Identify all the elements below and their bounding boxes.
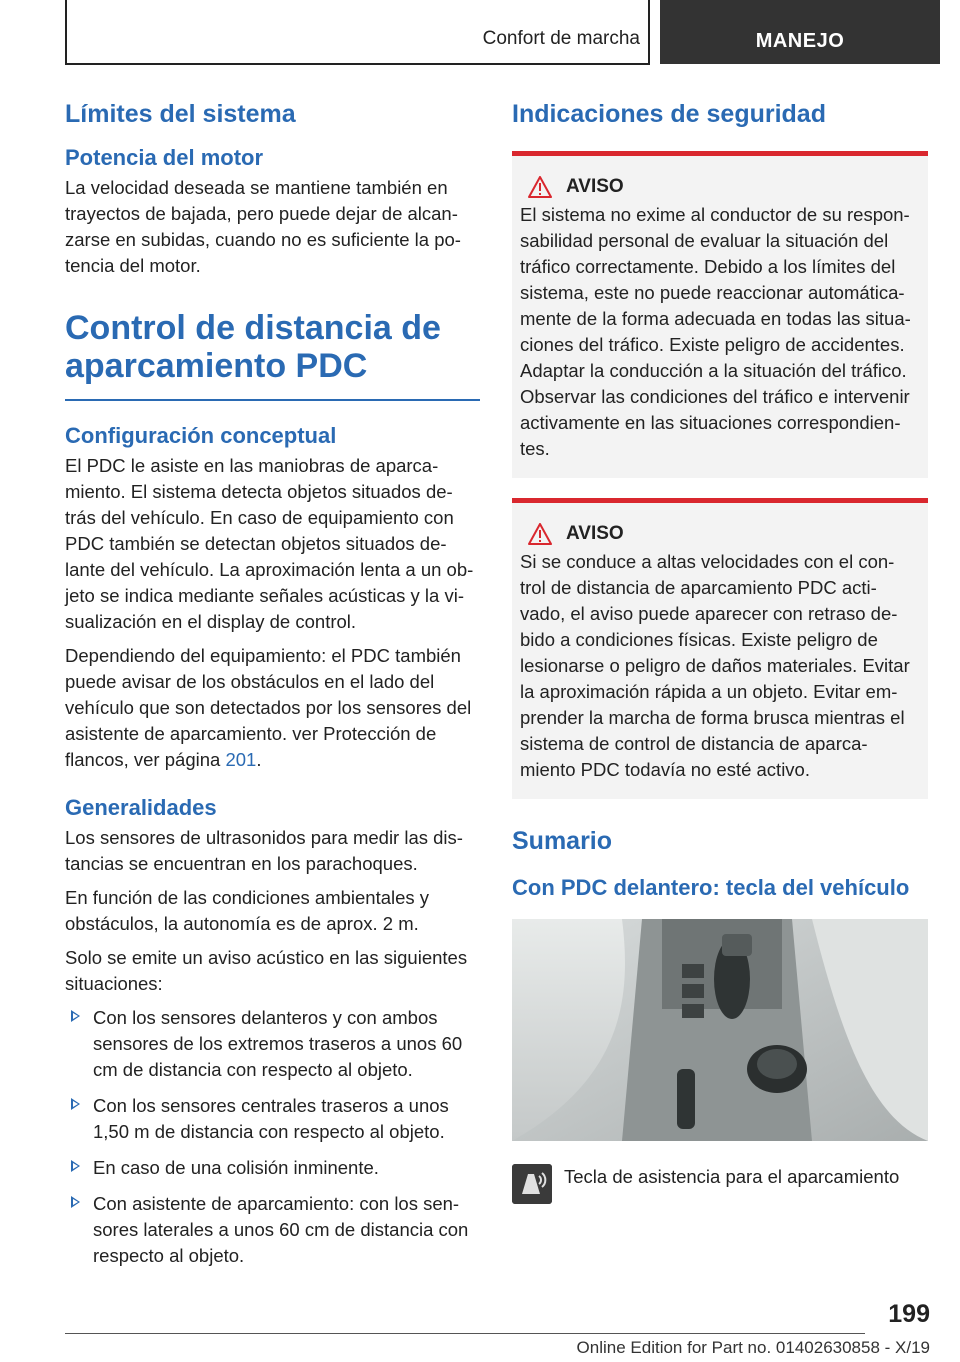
footer-rule (65, 1333, 865, 1334)
triangle-bullet-icon (71, 1098, 80, 1110)
header-chapter-tab: MANEJO (660, 0, 940, 64)
header-rule-divider (648, 0, 650, 64)
paragraph-concept-2 (65, 643, 480, 773)
list-item: Con los sensores delanteros y con ambos sensores de los extremos traseros a unos 60 cm de distancia con respecto al objeto. (65, 1005, 480, 1083)
warning-title: AVISO (566, 523, 624, 544)
paragraph-concept-2-end: . (256, 749, 262, 770)
header-section-title: Confort de marcha (482, 28, 640, 49)
warning-triangle-icon (528, 523, 552, 545)
page-ref-link[interactable]: 201 (225, 749, 257, 770)
left-column (65, 100, 480, 1279)
warning-text: El sistema no exime al conductor de su respon‐sabilidad personal de evaluar la situación del tráfico correctamente. Debido a los límites del sistema, este no puede reaccionar automática‐mente de la forma adecuada en todas las situa‐ciones del tráfico. Existe peligro de accidentes. Adaptar la conducción a la situación del tráfico. Observar las condiciones del tráfico e intervenir activamente en las situaciones correspondien‐tes. (520, 204, 911, 459)
caption-row (512, 1164, 928, 1204)
paragraph-concept-2-text: Dependiendo del equipamiento: el PDC también puede avisar de los obstáculos en el lado del vehículo que son detectados por los sensores del asistente de aparcamiento. ver Protección de flancos, ver página (65, 645, 472, 770)
warning-box-1 (512, 151, 928, 478)
right-column (512, 100, 928, 1204)
paragraph-general-3: Solo se emite un aviso acústico en las siguientes situaciones: (65, 947, 468, 994)
heading-pdc: Control de distancia de aparcamiento PDC (65, 309, 480, 401)
paragraph-concept-1: El PDC le asiste en las maniobras de aparca‐miento. El sistema detecta objetos situados de‐trás del vehículo. En caso de equipamiento con PDC también se detectan objetos situados de‐lante del vehículo. La aproximación lenta a un ob‐jeto se indica mediante señales acústicas y la vi‐sualización en el display de control. (65, 455, 474, 632)
triangle-bullet-icon (71, 1010, 80, 1022)
heading-front-pdc: Con PDC delantero: tecla del vehículo (512, 875, 910, 900)
heading-system-limits: Límites del sistema (65, 100, 296, 128)
header-rule-left (65, 0, 67, 64)
list-item: En caso de una colisión inminente. (65, 1155, 480, 1181)
warning-title: AVISO (566, 176, 624, 197)
parking-assist-button-icon (512, 1164, 552, 1204)
heading-summary: Sumario (512, 827, 613, 855)
paragraph-general-2: En función de las condiciones ambientales y obstáculos, la autonomía es de aprox. 2 m. (65, 887, 430, 934)
heading-safety: Indicaciones de seguridad (512, 100, 826, 128)
triangle-bullet-icon (71, 1196, 80, 1208)
bullet-list (65, 1005, 480, 1269)
figure-caption: Tecla de asistencia para el aparcamiento (564, 1166, 900, 1187)
warning-text: Si se conduce a altas velocidades con el con‐trol de distancia de aparcamiento PDC acti‐vado, el aviso puede aparecer con retraso de‐bido a condiciones físicas. Existe peligro de lesionarse o peligro de daños materiales. Evitar la aproximación rápida a un objeto. Evitar em‐prender la marcha de forma brusca mientras el sistema de control de distancia de aparca‐miento PDC todavía no esté activo. (520, 551, 910, 780)
triangle-bullet-icon (71, 1160, 80, 1172)
heading-general: Generalidades (65, 795, 217, 820)
warning-box-2 (512, 498, 928, 799)
warning-triangle-icon (528, 176, 552, 198)
list-item: Con los sensores centrales traseros a unos 1,50 m de distancia con respecto al objeto. (65, 1093, 480, 1145)
heading-engine-power: Potencia del motor (65, 145, 264, 170)
heading-concept: Configuración conceptual (65, 423, 337, 448)
list-item: Con asistente de aparcamiento: con los sen‐sores laterales a unos 60 cm de distancia con respecto al objeto. (65, 1191, 480, 1269)
paragraph-general-1: Los sensores de ultrasonidos para medir las dis‐tancias se encuentran en los parachoques. (65, 827, 463, 874)
vehicle-console-photo (512, 919, 928, 1141)
page-number: 199 (888, 1300, 930, 1328)
footer-edition: Online Edition for Part no. 01402630858 - X/19 (576, 1338, 930, 1357)
paragraph-engine-power: La velocidad deseada se mantiene también en trayectos de bajada, pero puede dejar de alcan‐zarse en subidas, cuando no es suficiente la po‐tencia del motor. (65, 177, 461, 276)
header-rule-bottom (65, 63, 650, 65)
